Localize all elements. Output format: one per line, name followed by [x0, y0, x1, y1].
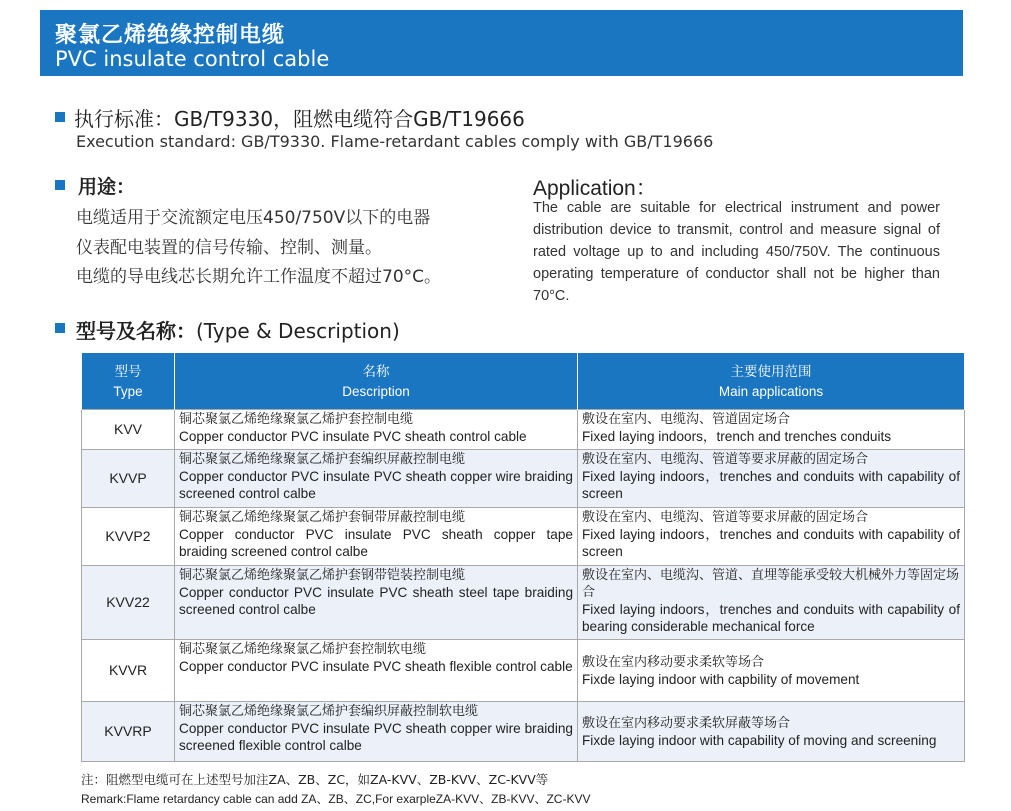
- cell-application: [578, 508, 965, 566]
- title-banner: [40, 10, 963, 76]
- table-header-row: [82, 353, 965, 410]
- description-cn: 铜芯聚氯乙烯绝缘聚氯乙烯护套控制软电缆: [179, 642, 427, 657]
- cell-application: [578, 566, 965, 640]
- usage-line: 电缆的导电线芯长期允许工作温度不超过70°C。: [76, 267, 442, 287]
- header-type: [82, 353, 175, 410]
- cell-type: KVV: [82, 410, 175, 450]
- description-cn: 铜芯聚氯乙烯绝缘聚氯乙烯护套铜带屏蔽控制电缆: [179, 510, 466, 525]
- banner-title-cn: 聚氯乙烯绝缘控制电缆: [55, 23, 286, 48]
- header-description-cn: 名称: [362, 363, 390, 380]
- cable-spec-table: [81, 352, 965, 762]
- cell-description: [175, 640, 578, 702]
- description-cn: 铜芯聚氯乙烯绝缘聚氯乙烯护套编织屏蔽控制电缆: [179, 452, 466, 467]
- header-applications-en: Main applications: [718, 383, 824, 399]
- cell-type: KVVR: [82, 640, 175, 702]
- cell-type: KVVRP: [82, 702, 175, 762]
- description-en: Copper conductor PVC insulate PVC sheath copper tape braiding screened control calbe: [179, 527, 573, 559]
- application-en: Fixed laying indoors，trenches and conduits with capability of screen: [582, 469, 960, 501]
- cell-type: KVVP2: [82, 508, 175, 566]
- application-en: Fixed laying indoors，trenches and conduits with capability of screen: [582, 527, 960, 559]
- usage-line: 仪表配电装置的信号传输、控制、测量。: [76, 238, 382, 258]
- header-description-en: Description: [342, 383, 410, 399]
- cell-description: [175, 702, 578, 762]
- standard-cn: 执行标准：GB/T9330，阻燃电缆符合GB/T19666: [74, 107, 525, 131]
- cell-description: [175, 508, 578, 566]
- application-heading: Application：: [533, 177, 657, 200]
- table-row: [82, 566, 965, 640]
- usage-heading: 用途：: [78, 176, 136, 198]
- cell-type: KVVP: [82, 450, 175, 508]
- header-type-cn: 型号: [114, 363, 142, 380]
- type-heading-cn: 型号及名称：: [76, 319, 196, 343]
- description-cn: 铜芯聚氯乙烯绝缘聚氯乙烯护套控制电缆: [179, 412, 414, 427]
- table-row: [82, 410, 965, 450]
- square-bullet-icon: [55, 112, 65, 122]
- description-en: Copper conductor PVC insulate PVC sheath steel tape braiding screened control calbe: [179, 585, 573, 617]
- application-cn: 敷设在室内移动要求柔软屏蔽等场合: [582, 716, 791, 731]
- table-row: [82, 508, 965, 566]
- application-en: Fixde laying indoor with capability of moving and screening: [582, 733, 937, 748]
- standard-en: Execution standard: GB/T9330. Flame-retardant cables comply with GB/T19666: [76, 132, 714, 151]
- banner-title-en: PVC insulate control cable: [55, 47, 330, 71]
- square-bullet-icon: [55, 323, 65, 333]
- cell-description: [175, 566, 578, 640]
- application-cn: 敷设在室内、电缆沟、管道固定场合: [582, 412, 791, 427]
- remark-cn: 注：阻燃型电缆可在上述型号加注ZA、ZB、ZC，如ZA-KVV、ZB-KVV、ZC-KVV等: [81, 772, 549, 787]
- remark-en: Remark:Flame retardancy cable can add ZA、ZB、ZC,For exarpleZA-KVV、ZB-KVV、ZC-KVV: [81, 792, 591, 806]
- description-en: Copper conductor PVC insulate PVC sheath copper wire braiding screened control calbe: [179, 469, 573, 501]
- cell-application: [578, 640, 965, 702]
- cell-description: [175, 450, 578, 508]
- square-bullet-icon: [55, 180, 65, 190]
- cell-description: [175, 410, 578, 450]
- header-type-en: Type: [113, 383, 143, 399]
- application-cn: 敷设在室内移动要求柔软等场合: [582, 655, 765, 670]
- cell-application: [578, 450, 965, 508]
- description-en: Copper conductor PVC insulate PVC sheath copper wire braiding screened flexible control calbe: [179, 721, 573, 753]
- application-en: Fixed laying indoors，trenches and conduits with capability of bearing considerable mechanical force: [582, 602, 960, 634]
- application-text: The cable are suitable for electrical instrument and power distribution device to transmit, control and measure signal of rated voltage up to and including 450/750V. The continuous operating temperature of conductor shall not be higher than 70°C.: [533, 200, 940, 304]
- header-applications: [578, 353, 965, 410]
- usage-line: 电缆适用于交流额定电压450/750V以下的电器: [76, 208, 431, 228]
- table-row: [82, 640, 965, 702]
- application-cn: 敷设在室内、电缆沟、管道等要求屏蔽的固定场合: [582, 452, 869, 467]
- description-cn: 铜芯聚氯乙烯绝缘聚氯乙烯护套钢带铠装控制电缆: [179, 568, 466, 583]
- application-en: Fixed laying indoors，trench and trenches conduits: [582, 429, 892, 444]
- description-en: Copper conductor PVC insulate PVC sheath flexible control cable: [179, 659, 573, 674]
- header-description: [175, 353, 578, 410]
- application-cn: 敷设在室内、电缆沟、管道等要求屏蔽的固定场合: [582, 510, 869, 525]
- description-en: Copper conductor PVC insulate PVC sheath control cable: [179, 429, 527, 444]
- application-en: Fixde laying indoor with capbility of movement: [582, 672, 860, 687]
- application-cn: 敷设在室内、电缆沟、管道、直埋等能承受较大机械外力等固定场合: [582, 568, 960, 600]
- header-applications-cn: 主要使用范围: [730, 363, 812, 380]
- cell-application: [578, 410, 965, 450]
- description-cn: 铜芯聚氯乙烯绝缘聚氯乙烯护套编织屏蔽控制软电缆: [179, 704, 479, 719]
- type-heading-en: (Type & Description): [196, 319, 400, 343]
- cell-application: [578, 702, 965, 762]
- cell-type: KVV22: [82, 566, 175, 640]
- table-row: [82, 450, 965, 508]
- table-row: [82, 702, 965, 762]
- type-section-heading: [76, 315, 400, 344]
